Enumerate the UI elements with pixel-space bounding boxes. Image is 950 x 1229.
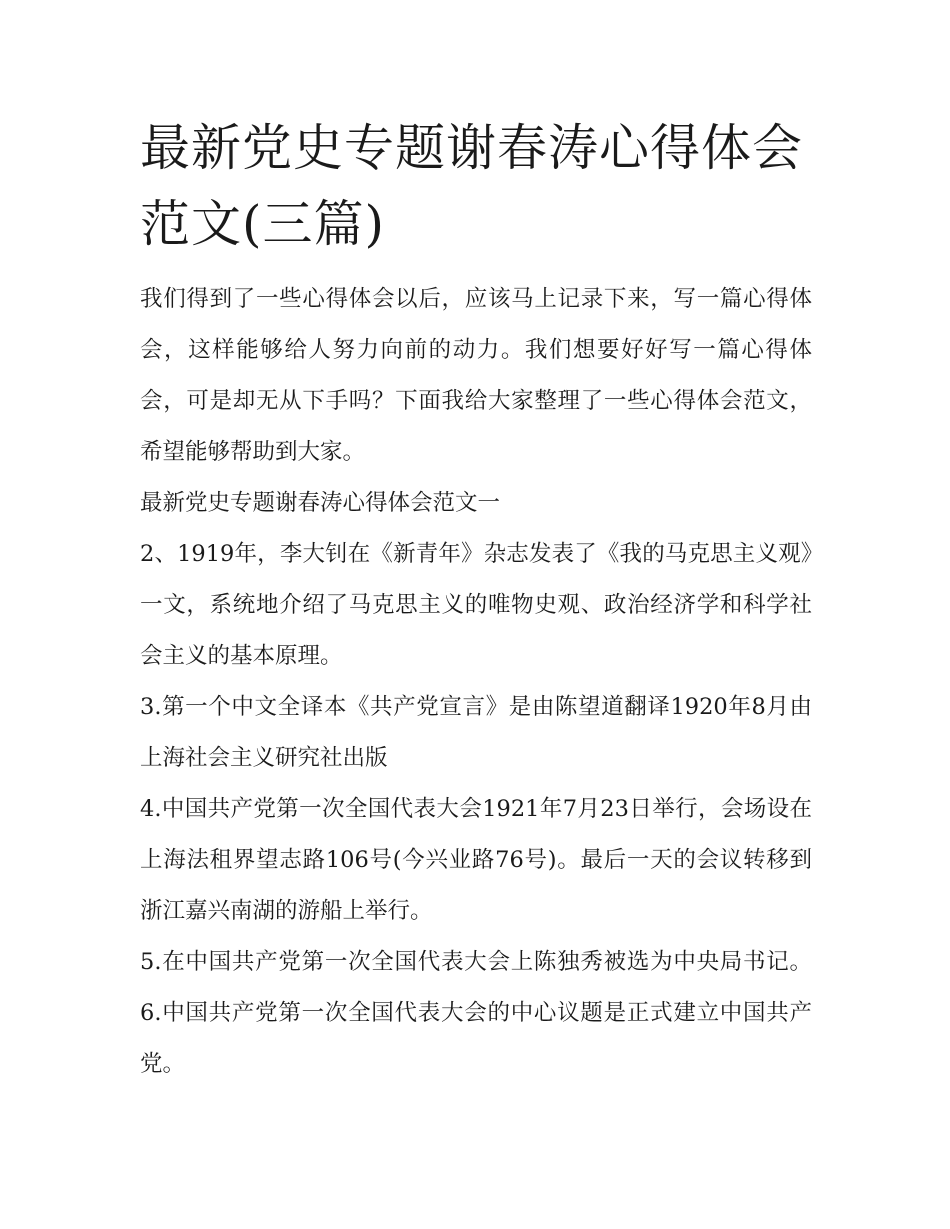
document-page (140, 110, 812, 1090)
body-paragraph: 5.在中国共产党第一次全国代表大会上陈独秀被选为中央局书记。 6.中国共产党第一次全国代表大会的中心议题是正式建立中国共产党。 (140, 949, 812, 1077)
intro-paragraph: 我们得到了一些心得体会以后，应该马上记录下来，写一篇心得体会，这样能够给人努力向前的动力。我们想要好好写一篇心得体会，可是却无从下手吗？下面我给大家整理了一些心得体会范文，希望能够帮助到大家。 (140, 286, 812, 465)
body-paragraph: 2、1919年，李大钊在《新青年》杂志发表了《我的马克思主义观》一文，系统地介绍了马克思主义的唯物史观、政治经济学和科学社会主义的基本原理。 (140, 541, 812, 669)
section-heading: 最新党史专题谢春涛心得体会范文一 (140, 490, 501, 516)
body-paragraph: 3.第一个中文全译本《共产党宣言》是由陈望道翻译1920年8月由上海社会主义研究社出版 (140, 694, 812, 771)
document-title: 最新党史专题谢春涛心得体会范文(三篇) (140, 119, 803, 253)
body-paragraph: 4.中国共产党第一次全国代表大会1921年7月23日举行，会场设在上海法租界望志路106号(今兴业路76号)。最后一天的会议转移到浙江嘉兴南湖的游船上举行。 (140, 796, 812, 924)
